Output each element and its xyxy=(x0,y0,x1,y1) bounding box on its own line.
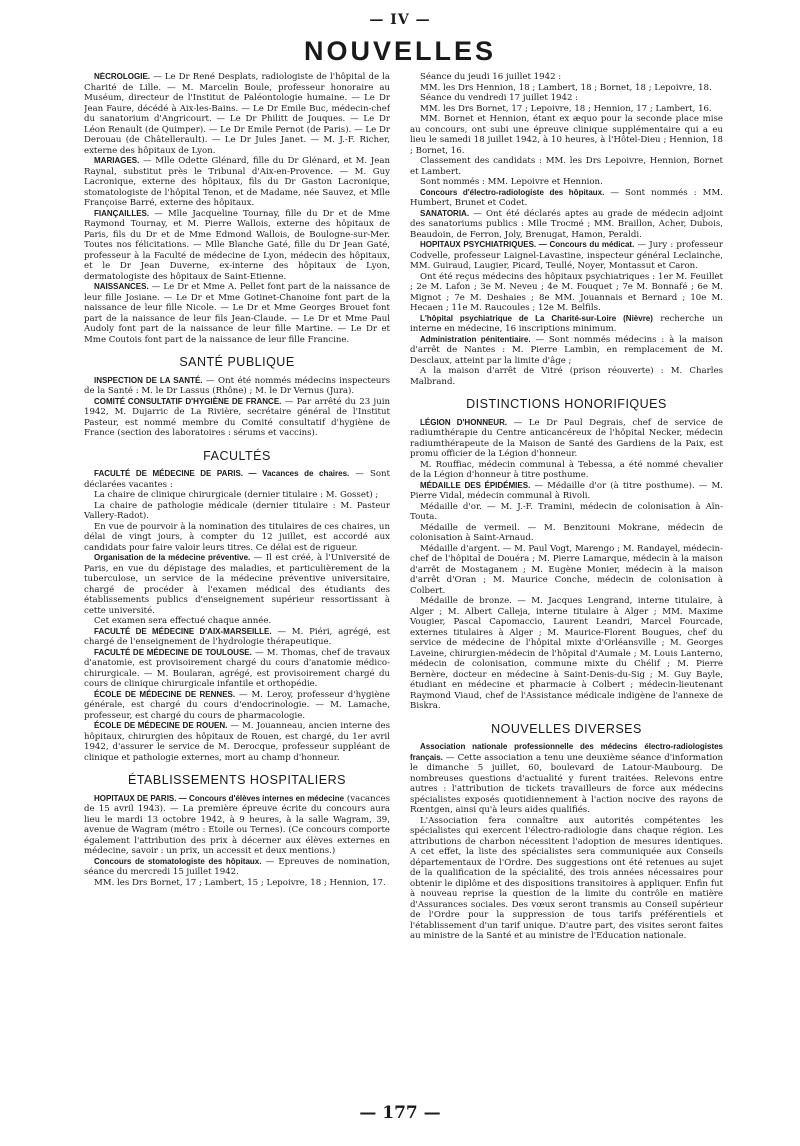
electro-radiologiste-paragraph: Concours d'électro-radiologiste des hôpitaux. — Sont nommés : MM. Humbert, Brunet et Codet. xyxy=(410,187,723,208)
rouffiac-paragraph: M. Rouffiac, médecin communal à Tebessa, a été nommé chevalier de la Légion d'honneur à titre posthume. xyxy=(410,459,723,480)
rouen-paragraph: ÉCOLE DE MÉDECINE DE ROUEN. — M. Jouanneau, ancien interne des hôpitaux, chirurgien des hôpitaux de Rouen, est chargé, du 1er avril 1942, d'assurer le service de M. Derocque, professeur suppléant de clinique et pathologie externes, mort au champ d'honneur. xyxy=(84,721,390,763)
classement-paragraph: Classement des candidats : MM. les Drs Lepoivre, Hennion, Bornet et Lambert. xyxy=(410,156,723,177)
organisation-note: Cet examen sera effectué chaque année. xyxy=(94,616,272,626)
section-heading-diverses: NOUVELLES DIVERSES xyxy=(491,721,642,736)
penitentiaire-paragraph: Administration pénitentiaire. — Sont nommés médecins : à la maison d'arrêt de Nantes : M. Pierre Lambin, en remplacement de M. Desclaux, atteint par la limite d'âge ; xyxy=(410,334,723,366)
association-paragraph-2: L'Association fera connaître aux autorités compétentes les spécialistes qui exercent l'électro-radiologie dans chaque région. Les attributions de charbon nécessitent l'adoption de mesures identiques. A cet effet, la liste des spécialistes sera communiquée aux Conseils départementaux de l'Ordre. Des suggestions ont été retenues au sujet de la qualification de la spécialité, des trois années nécessaires pour obtenir le diplôme et des dispositions transitoires à appliquer. Enfin fut à nouveau reprise la question de la limite du contrôle en matière d'Assurances sociales. Des vœux seront transmis au Conseil supérieur de l'Ordre pour la suppression de tous tarifs préférentiels et l'établissement d'un tarif unique. D'autre part, des visites seront faites au ministre de la Santé et au ministre de l'Education nationale. xyxy=(410,815,723,941)
seance-vendredi-line: Séance du vendredi 17 juillet 1942 : xyxy=(420,93,579,103)
organisation-paragraph: Organisation de la médecine préventive. — Il est créé, à l'Université de Paris, en vue du dépistage des maladies, et particulièrement de la tuberculose, un service de la médecine préventive universitaire, chargé de procéder à l'examen médical des étudiants des établissements publics d'enseignement supérieur ressortissant à cette université. xyxy=(84,553,390,616)
section-heading-facultes: FACULTÉS xyxy=(203,448,271,463)
faculte-paris-paragraph: FACULTÉ DE MÉDECINE DE PARIS. — Vacances de chaires. — Sont déclarées vacantes : xyxy=(84,469,390,490)
sanatoria-paragraph: SANATORIA. — Ont été déclarés aptes au grade de médecin adjoint des sanatoriums publics : Mlle Trocmé ; MM. Braillon, Acher, Dubois, Beaudoin, de Ferron, Joly, Brenugat, Hamon, Peraldi. xyxy=(410,208,723,240)
ex-aequo-paragraph: MM. Bornet et Hennion, étant ex æquo pour la seconde place mise au concours, ont subi une épreuve clinique supplémentaire qui a eu lieu le samedi 18 juillet 1942, à 10 heures, à l'Hôtel-Dieu ; Hennion, 18 ; Bornet, 16. xyxy=(410,114,723,156)
naissances-paragraph: NAISSANCES. — Le Dr et Mme A. Pellet font part de la naissance de leur fille Josiane. — Le Dr et Mme Gotinet-Chanoine font part de la naissance de leur fille Nicole. — Le Dr et Mme Georges Brouet font part de la naissance de leur fils Jean-Claude. — Le Dr et Mme Paul Audoly font part de la naissance de leur fille Martine. — Le Dr et Mme Coutois font part de la naissance de leur fille Francine. xyxy=(84,282,390,345)
psychiatriques-recus: Ont été reçus médecins des hôpitaux psychiatriques : 1er M. Feuillet ; 2e M. Lafon ; 3e M. Neveu ; 4e M. Fouquet ; 7e M. Bonnafé ; 6e M. Mignot ; 7e M. Deshaies ; 8e MM. Jouannais et Bernard ; 10e M. Hecaen ; 11e M. Raucoules ; 12e M. Belfils. xyxy=(410,271,723,313)
seance-jeudi-results: MM. les Drs Hennion, 18 ; Lambert, 18 ; Bornet, 18 ; Lepoivre, 18. xyxy=(420,82,712,93)
medaille-epidemies-paragraph: MÉDAILLE DES ÉPIDÉMIES. — Médaille d'or (à titre posthume). — M. Pierre Vidal, médecin communal à Rivoli. xyxy=(410,480,723,501)
section-heading-sante: SANTÉ PUBLIQUE xyxy=(179,355,295,369)
nommes-line: Sont nommés : MM. Lepoivre et Hennion. xyxy=(420,177,603,187)
medaille-or-paragraph: Médaille d'or. — M. J.-F. Tramini, médecin de colonisation à Aïn-Touta. xyxy=(410,501,723,522)
inspection-paragraph: INSPECTION DE LA SANTÉ. — Ont été nommés médecins inspecteurs de la Santé : M. le Dr Lassus (Rhône) ; M. le Dr Vernus (Jura). xyxy=(84,375,390,396)
rennes-paragraph: ÉCOLE DE MÉDECINE DE RENNES. — M. Leroy, professeur d'hygiène générale, est chargé du cours d'endocrinologie. — M. Lamache, professeur, est chargé du cours de pharmacologie. xyxy=(84,689,390,721)
seance-vendredi-results: MM. les Drs Bornet, 17 ; Lepoivre, 18 ; Hennion, 17 ; Lambert, 16. xyxy=(420,103,712,114)
charite-paragraph: L'hôpital psychiatrique de La Charité-sur-Loire (Nièvre) recherche un interne en médecine, 16 inscriptions minimum. xyxy=(410,313,723,334)
seance-jeudi-line: Séance du jeudi 16 juillet 1942 : xyxy=(420,72,562,82)
section-heading-distinctions: DISTINCTIONS HONORIFIQUES xyxy=(466,397,667,411)
page-title: NOUVELLES xyxy=(303,36,497,66)
chaire-clinique-line: La chaire de clinique chirurgicale (dernier titulaire : M. Gosset) ; xyxy=(94,490,379,500)
hopitaux-paris-paragraph: HOPITAUX DE PARIS. — Concours d'élèves internes en médecine (vacances de 15 avril 1943). — La première épreuve écrite du concours aura lieu le mardi 13 octobre 1942, à 9 heures, à la salle Wagram, 39, avenue de Wagram (métro : Etoile ou Ternes). (Ce concours comporte également l'attribution des prix à décerner aux élèves externes en médecine, savoir : un prix, un accessit et deux mentions.) xyxy=(84,793,390,856)
toulouse-paragraph: FACULTÉ DE MÉDECINE DE TOULOUSE. — M. Thomas, chef de travaux d'anatomie, est provisoirement chargé du cours d'anatomie médico-chirurgicale. — M. Boularan, agrégé, est provisoirement chargé du cours de clinique chirurgicale infantile et orthopédie. xyxy=(84,647,390,689)
chaires-delai-paragraph: En vue de pourvoir à la nomination des titulaires de ces chaires, un délai de vingt jours, à compter du 12 juillet, est accordé aux candidats pour faire valoir leurs titres. Ce délai est de rigueur. xyxy=(84,521,390,553)
medaille-bronze-paragraph: Médaille de bronze. — M. Jacques Lengrand, interne titulaire, à Alger ; M. Albert Calleja, interne titulaire à Alger ; MM. Maxime Vougier, Pascal Capomaccio, Laurent Leandri, Marcel Fourcade, externes titulaires à Alger ; M. Maurice-Florent Bougues, chef du service de médecine de l'hôpital mixte d'Orléansville ; M. Georges Laveine, chirurgien-médecin de l'hôpital d'Aumale ; M. Louis Lanterno, médecin de colonisation, commune mixte du Chélif ; M. Pierre Bernère, docteur en médecine à Saint-Denis-du-Sig ; M. Guy Bayle, étudiant en médecine et pharmacie à Colbert ; médecin-lieutenant Raymond Viaud, chef de l'Assistance médicale indigène de l'annexe de Biskra. xyxy=(410,596,723,711)
right-column xyxy=(410,72,723,1076)
mariages-paragraph: MARIAGES. — Mlle Odette Glénard, fille du Dr Glénard, et M. Jean Raynal, substitut près le Tribunal d'Aix-en-Provence. — M. Guy Lacronique, externe des hôpitaux, fils du Dr Gaston Lacronique, stomatologiste de l'hôpital Tenon, et de Madame, née Sauvez, et Mlle Françoise Barré, externe des hôpitaux. xyxy=(84,156,390,208)
medaille-argent-paragraph: Médaille d'argent. — M. Paul Vogt, Marengo ; M. Randayel, médecin-chef de l'hôpital de Douéra ; M. Pierre Lamarque, médecin à la maison d'arrêt de Mostaganem ; M. Eugène Monier, médecin à la maison d'arrêt d'Oran ; M. Maurice Conche, médecin de colonisation à Colbert. xyxy=(410,543,723,596)
association-paragraph: Association nationale professionnelle des médecins électro-radiologistes français. — Cette association a tenu une deuxième séance d'information le dimanche 5 juillet, 60, boulevard de Latour-Maubourg. De nombreuses questions d'actualité y furent traitées. Relevons entre autres : l'attribution de tickets travailleurs de force aux médecins spécialistes exposés quotidiennement à l'action nocive des rayons de Rœntgen, ainsi qu'à leurs aides qualifiés. xyxy=(410,742,723,815)
comite-paragraph: COMITÉ CONSULTATIF D'HYGIÈNE DE FRANCE. — Par arrêté du 23 juin 1942, M. Dujarric de La Rivière, secrétaire général de l'Institut Pasteur, est nommé membre du Comité consultatif d'hygiène de France (section des laboratoires : sérums et vaccins). xyxy=(84,396,390,438)
medaille-vermeil-paragraph: Médaille de vermeil. — M. Benzitouni Mokrane, médecin de colonisation à Saint-Arnaud. xyxy=(410,522,723,543)
necrologie-paragraph: NÉCROLOGIE. — Le Dr René Desplats, radiologiste de l'hôpital de la Charité de Lille. — M. Marcelin Boule, professeur honoraire au Muséum, directeur de l'Institut de Paléontologie humaine. — Le Dr Jean Faure, décédé à Aix-les-Bains. — Le Dr Emile Buc, médecin-chef du sanatorium d'Angricourt. — Le Dr Philitt de Jouques. — Le Dr Léon Renault (de Quimper). — Le Dr Emile Pernot (de Paris). — Le Dr Derouau (de Châtellerault). — Le Dr Jules Janet. — M. J.-F. Richer, externe des hôpitaux de Lyon. xyxy=(84,72,390,156)
page-number-roman: — IV — xyxy=(369,12,431,28)
left-column xyxy=(84,72,390,1076)
stomatologiste-results: MM. les Drs Bornet, 17 ; Lambert, 15 ; Lepoivre, 18 ; Hennion, 17. xyxy=(94,877,386,888)
vitre-line: A la maison d'arrêt de Vitré (prison réouverte) : M. Charles Malbrand. xyxy=(410,366,723,387)
section-heading-etablissements: ÉTABLISSEMENTS HOSPITALIERS xyxy=(128,773,346,787)
aix-marseille-paragraph: FACULTÉ DE MÉDECINE D'AIX-MARSEILLE. — M. Piéri, agrégé, est chargé de l'enseignement de l'hydrologie thérapeutique. xyxy=(84,626,390,647)
psychiatriques-paragraph: HOPITAUX PSYCHIATRIQUES. — Concours du médicat. — Jury : professeur Codvelle, professeur Laignel-Lavastine, inspecteur général Leclainche, MM. Guiraud, Laugier, Picard, Teullé, Noyer, Montassut et Caron. xyxy=(410,240,723,271)
page-number-footer: — 177 — xyxy=(359,1103,441,1123)
stomatologiste-paragraph: Concours de stomatologiste des hôpitaux. — Epreuves de nomination, séance du mercredi 15 juillet 1942. xyxy=(84,856,390,877)
fiancailles-paragraph: FIANÇAILLES. — Mlle Jacqueline Tournay, fille du Dr et de Mme Raymond Tournay, et M. Pierre Wallois, externe des hôpitaux de Paris, fils du Dr et de Mme Edmond Wallois, de Boulogne-sur-Mer. Toutes nos félicitations. — Mlle Blanche Gaté, fille du Dr Jean Gaté, professeur à la Faculté de médecine de Lyon, médecin des hôpitaux, et le Dr Jean Duverne, ex-interne des hôpitaux de Lyon, dermatologiste des hôpitaux de Saint-Etienne. xyxy=(84,208,390,282)
legion-honneur-paragraph: LÉGION D'HONNEUR. — Le Dr Paul Degrais, chef de service de radiumthérapie du Centre anticancéreux de l'hôpital Necker, médecin radiumthérapeute de la Maison de Santé des Gardiens de la Paix, est promu officier de la Légion d'honneur. xyxy=(410,417,723,459)
chaire-pathologie-line: La chaire de pathologie médicale (dernier titulaire : M. Pasteur Vallery-Radot). xyxy=(84,500,390,521)
